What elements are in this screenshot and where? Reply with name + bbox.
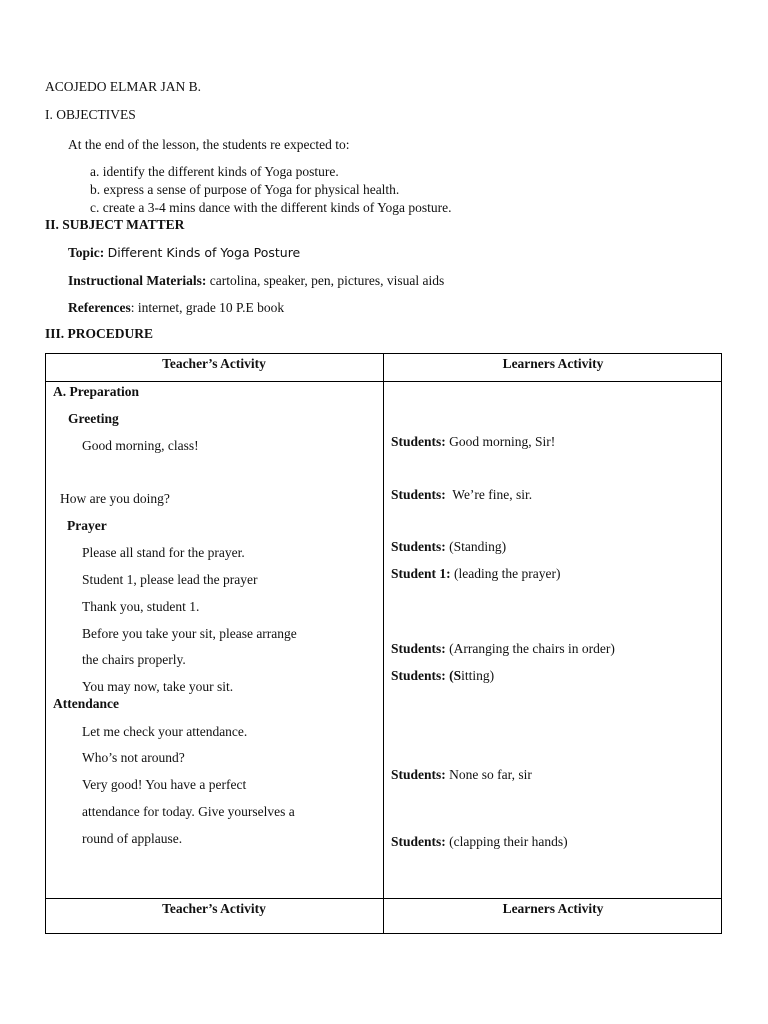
speaker-label: Students: [391,487,446,502]
objective-item-a: a. identify the different kinds of Yoga posture. [90,164,339,179]
teacher-line: Very good! You have a perfect [82,777,247,792]
speaker-label: Students: [391,834,446,849]
topic-label: Topic: [68,245,105,260]
teacher-line: round of applause. [82,831,183,846]
teacher-line: Please all stand for the prayer. [82,545,245,560]
attendance-heading: Attendance [53,696,119,711]
subject-matter-heading: II. SUBJECT MATTER [45,217,185,232]
author-name: ACOJEDO ELMAR JAN B. [45,79,202,94]
topic-line [68,245,300,261]
learners-activity-header-repeat: Learners Activity [502,901,604,916]
teacher-line: How are you doing? [60,491,170,506]
references-line [68,300,284,316]
procedure-heading: III. PROCEDURE [45,326,154,341]
teacher-line: Thank you, student 1. [82,599,200,614]
materials-line [68,273,444,289]
teacher-line: Let me check your attendance. [82,724,248,739]
objective-item-b: b. express a sense of purpose of Yoga for physical health. [90,182,400,197]
teacher-line: attendance for today. Give yourselves a [82,804,295,819]
prayer-heading: Prayer [67,518,107,533]
teacher-line: Good morning, class! [82,438,199,453]
references-label: References [68,300,131,315]
footer-row-divider [45,898,722,899]
teacher-line: Before you take your sit, please arrange [82,626,297,641]
speaker-label: Students: [391,767,446,782]
learner-line [391,834,568,850]
learner-line [391,668,494,684]
learner-line [391,767,532,783]
column-divider [383,353,384,934]
teacher-line: Who’s not around? [82,750,185,765]
learner-response: (Arranging the chairs in order) [449,641,615,656]
references-value: : internet, grade 10 P.E book [130,300,285,315]
learner-response: (clapping their hands) [449,834,568,849]
teacher-activity-header-repeat: Teacher’s Activity [162,901,266,916]
teacher-line: the chairs properly. [82,652,186,667]
learner-response: Good morning, Sir! [449,434,556,449]
learner-response: itting) [461,668,495,683]
objectives-intro: At the end of the lesson, the students re expected to: [68,137,350,152]
teacher-activity-header: Teacher’s Activity [162,356,266,371]
materials-label: Instructional Materials: [68,273,207,288]
learner-line [391,434,555,450]
header-row-divider [45,381,722,382]
learners-activity-header: Learners Activity [502,356,604,371]
teacher-line: Student 1, please lead the prayer [82,572,258,587]
learner-line [391,641,615,657]
materials-value: cartolina, speaker, pen, pictures, visual aids [209,273,445,288]
learner-response: (leading the prayer) [454,566,561,581]
speaker-label: Students: [391,434,446,449]
topic-value: Different Kinds of Yoga Posture [107,245,301,260]
teacher-line: You may now, take your sit. [82,679,234,694]
learner-line [391,566,560,582]
objectives-heading: I. OBJECTIVES [45,107,136,122]
learner-response: None so far, sir [449,767,532,782]
speaker-label: Students: [391,668,446,683]
greeting-heading: Greeting [68,411,119,426]
learner-line [391,487,532,503]
learner-response: (Standing) [449,539,507,554]
objective-item-c: c. create a 3-4 mins dance with the different kinds of Yoga posture. [90,200,452,215]
learner-response: We’re fine, sir. [452,487,533,502]
learner-response-bold-part: (S [449,668,462,683]
learner-line [391,539,506,555]
speaker-label: Students: [391,539,446,554]
preparation-heading: A. Preparation [53,384,139,399]
speaker-label: Students: [391,641,446,656]
speaker-label: Student 1: [391,566,451,581]
